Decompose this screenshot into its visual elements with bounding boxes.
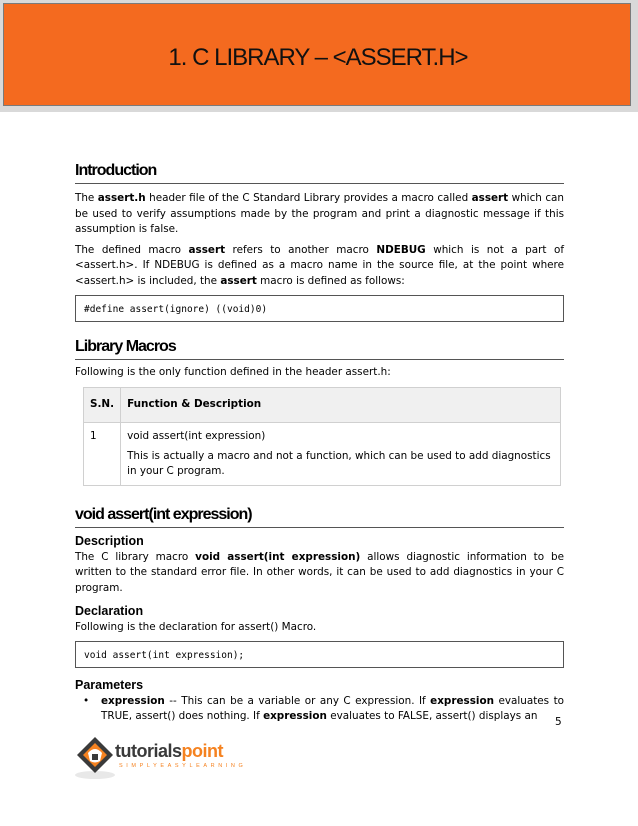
row-function-name: void assert(int expression) [127,429,266,442]
declaration-code-block: void assert(int expression); [75,641,564,668]
list-item: • expression -- This can be a variable or any C expression. If expression evaluates to TRUE, assert() does nothing. If expression evaluates to FALSE, assert() displays an [101,694,564,725]
table-header-row [84,387,561,422]
declaration-heading: Declaration [75,604,144,618]
parameters-heading: Parameters [75,677,144,692]
intro-paragraph-1: The assert.h header file of the C Standard Library provides a macro called assert which can be used to verify assumptions made by the program and print a diagnostic message if this assumption is false. [75,192,564,235]
logo-wordmark: tutorialspoint [115,741,223,761]
chapter-title: 1. C LIBRARY – <ASSERT.H> [168,44,468,71]
macros-lead: Following is the only function defined in the header assert.h: [75,366,391,378]
logo-emblem-icon [73,733,117,781]
col-function-header: Function & Description [121,387,561,422]
logo-tagline: SIMPLYEASYLEARNING [119,763,247,769]
page-content [75,160,564,725]
page-number: 5 [555,716,562,728]
col-sn-header: S.N. [84,387,121,422]
declaration-lead: Following is the declaration for assert() Macro. [75,621,317,633]
intro-heading: Introduction [75,160,564,184]
define-code-block: #define assert(ignore) ((void)0) [75,295,564,322]
description-heading: Description [75,533,144,548]
intro-paragraph-2: The defined macro assert refers to another macro NDEBUG which is not a part of <assert.h>. If NDEBUG is defined as a macro name in the source file, at the point where <assert.h> is included, the assert macro is defined as follows: [75,243,564,287]
parameters-list [75,694,564,725]
table-row [84,422,561,485]
functions-table [83,387,561,486]
row-function-desc: This is actually a macro and not a function, which can be used to add diagnostics in your C program. [127,449,551,477]
row-function [121,422,561,485]
assert-function-heading: void assert(int expression) [75,504,564,528]
row-sn: 1 [84,422,121,485]
tutorialspoint-logo [73,733,247,781]
description-text: The C library macro void assert(int expression) allows diagnostic information to be written to the standard error file. In other words, it can be used to add diagnostics in your C program. [75,550,564,594]
library-macros-heading: Library Macros [75,336,564,360]
chapter-header [3,3,631,106]
